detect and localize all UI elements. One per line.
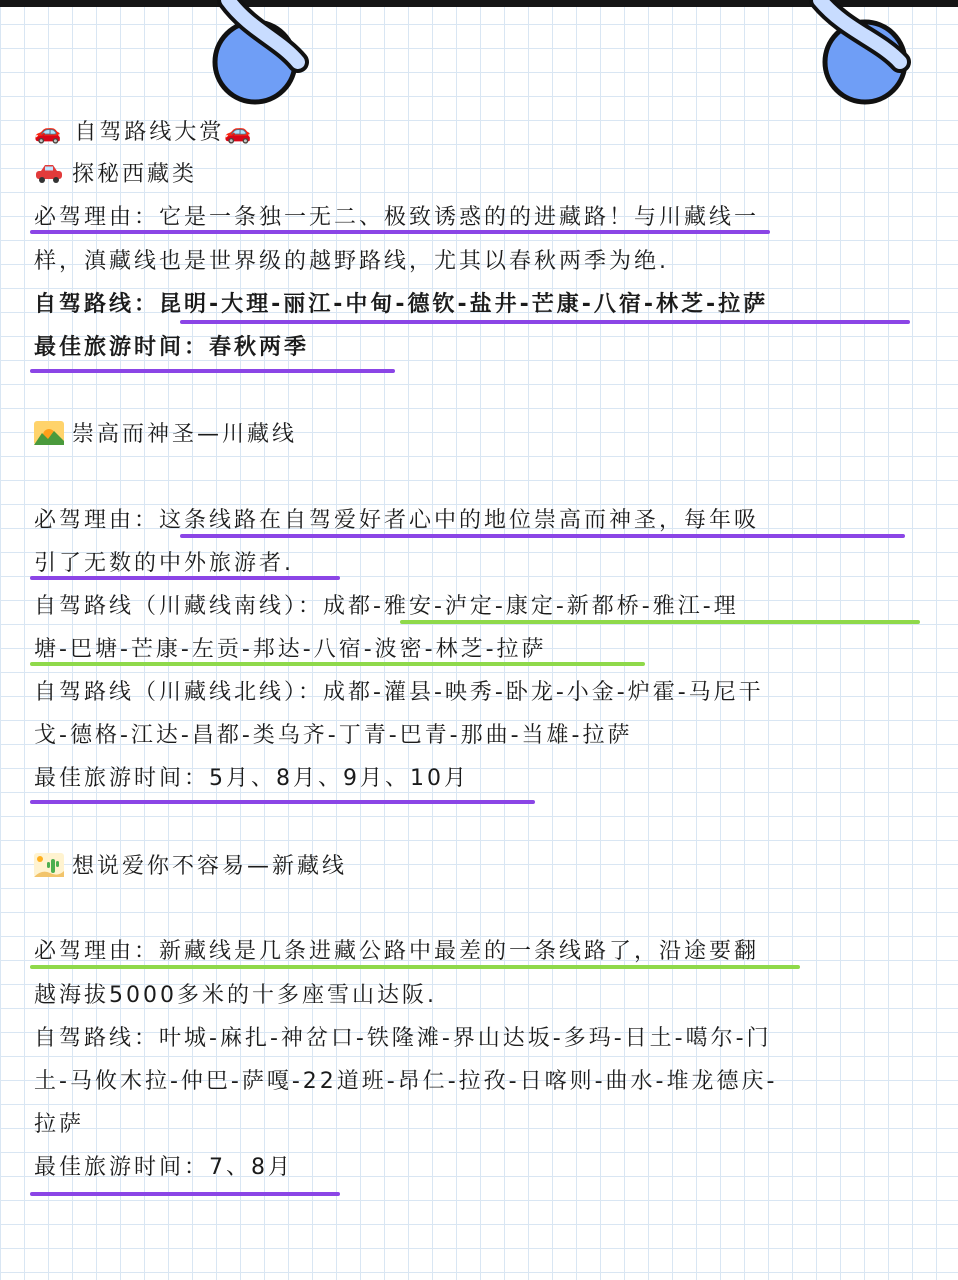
route-xinjiang-tibet-cont: 土-马攸木拉-仲巴-萨嘎-22道班-昂仁-拉孜-日喀则-曲水-堆龙德庆- [34,1069,778,1094]
reason-xinjiang-tibet-cont: 越海拔5000多米的十多座雪山达阪. [34,983,437,1008]
underline-reason-sichuan-tibet-cont [30,576,340,580]
car-icon [34,161,64,185]
heading-xinjiang-tibet: 想说爱你不容易—新藏线 [34,852,347,882]
underline-route-dianzang [180,320,910,324]
heading-tibet-exploration: 探秘西藏类 [34,160,197,190]
heading-self-drive-routes: 🚗 自驾路线大赏🚗 [34,120,255,145]
route-north: 自驾路线（川藏线北线）：成都-灌县-映秀-卧龙-小金-炉霍-马尼干 [34,680,764,705]
reason-sichuan-tibet: 必驾理由：这条线路在自驾爱好者心中的地位崇高而神圣，每年吸 [34,508,760,533]
route-south-cont: 塘-巴塘-芒康-左贡-邦达-八宿-波密-林芝-拉萨 [34,637,547,662]
heading-sichuan-tibet: 崇高而神圣—川藏线 [34,420,297,450]
underline-route-south [400,620,920,624]
sunrise-icon [34,421,64,445]
reason-sichuan-tibet-cont: 引了无数的中外旅游者. [34,551,294,576]
underline-route-south-cont [30,662,645,666]
best-time-dianzang: 最佳旅游时间：春秋两季 [34,335,310,360]
best-time-xinjiang-tibet: 最佳旅游时间：7、8月 [34,1155,293,1180]
underline-best-time-xinjiang-tibet [30,1192,340,1196]
binder-ring-right [800,0,930,110]
best-time-sichuan-tibet: 最佳旅游时间：5月、8月、9月、10月 [34,766,469,791]
route-dianzang: 自驾路线：昆明-大理-丽江-中甸-德钦-盐井-芒康-八宿-林芝-拉萨 [34,292,769,317]
reason-dianzang-cont: 样，滇藏线也是世界级的越野路线，尤其以春秋两季为绝. [34,249,669,274]
underline-best-time-sichuan-tibet [30,800,535,804]
route-xinjiang-tibet-end: 拉萨 [34,1112,85,1137]
route-north-cont: 戈-德格-江达-昌都-类乌齐-丁青-巴青-那曲-当雄-拉萨 [34,723,633,748]
underline-best-time-dianzang [30,369,395,373]
binder-ring-left [210,0,340,110]
route-south: 自驾路线（川藏线南线）：成都-雅安-泸定-康定-新都桥-雅江-理 [34,594,739,619]
underline-reason-xinjiang-tibet [30,965,800,969]
underline-reason-sichuan-tibet [180,534,905,538]
desert-icon [34,853,64,877]
underline-reason-dianzang [30,230,770,234]
reason-dianzang: 必驾理由：它是一条独一无二、极致诱惑的的进藏路！与川藏线一 [34,205,760,230]
route-xinjiang-tibet: 自驾路线：叶城-麻扎-神岔口-铁隆滩-界山达坂-多玛-日土-噶尔-门 [34,1026,772,1051]
reason-xinjiang-tibet: 必驾理由：新藏线是几条进藏公路中最差的一条线路了，沿途要翻 [34,939,760,964]
